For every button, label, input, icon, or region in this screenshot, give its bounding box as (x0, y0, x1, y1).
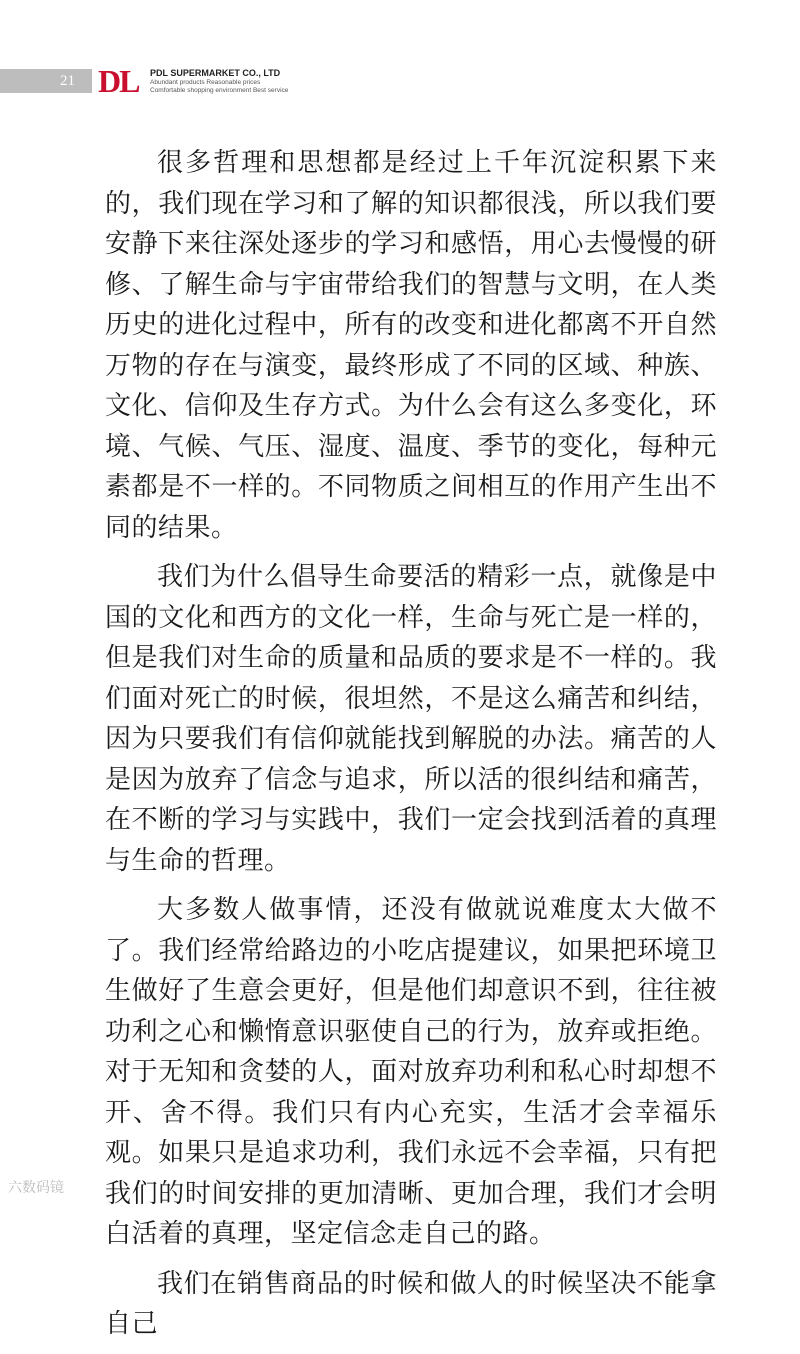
company-name: PDL SUPERMARKET CO., LTD (150, 68, 281, 78)
company-tagline-2: Comfortable shopping environment Best service (150, 87, 289, 94)
page-number: 21 (60, 73, 75, 89)
paragraph: 大多数人做事情，还没有做就说难度太大做不了。我们经常给路边的小吃店提建议，如果把环境卫生做好了生意会更好，但是他们却意识不到，往往被功利之心和懒惰意识驱使自己的行为，放弃或拒绝。对于无知和贪婪的人，面对放弃功利和私心时却想不开、舍不得。我们只有内心充实，生活才会幸福乐观。如果只是追求功利，我们永远不会幸福，只有把我们的时间安排的更加清晰、更加合理，我们才会明白活着的真理，坚定信念走自己的路。 (105, 895, 717, 1249)
paragraph: 很多哲理和思想都是经过上千年沉淀积累下来的，我们现在学习和了解的知识都很浅，所以我们要安静下来往深处逐步的学习和感悟，用心去慢慢的研修、了解生命与宇宙带给我们的智慧与文明，在人类历史的进化过程中，所有的改变和进化都离不开自然万物的存在与演变，最终形成了不同的区域、种族、文化、信仰及生存方式。为什么会有这么多变化，环境、气候、气压、湿度、温度、季节的变化，每种元素都是不一样的。不同物质之间相互的作用产生出不同的结果。 (105, 148, 717, 543)
paragraph: 我们为什么倡导生命要活的精彩一点，就像是中国的文化和西方的文化一样，生命与死亡是一样的，但是我们对生命的质量和品质的要求是不一样的。我们面对死亡的时候，很坦然，不是这么痛苦和纠结，因为只要我们有信仰就能找到解脱的办法。痛苦的人是因为放弃了信念与追求，所以活的很纠结和痛苦，在不断的学习与实践中，我们一定会找到活着的真理与生命的哲理。 (105, 562, 717, 876)
body-text (105, 143, 717, 1354)
company-tagline-1: Abundant products Reasonable prices (150, 79, 261, 86)
paragraph: 我们在销售商品的时候和做人的时候坚决不能拿自己 (105, 1268, 717, 1339)
header-band (0, 69, 92, 93)
company-logo: DL (98, 63, 139, 99)
watermark: 六数码镜 (8, 1180, 64, 1196)
